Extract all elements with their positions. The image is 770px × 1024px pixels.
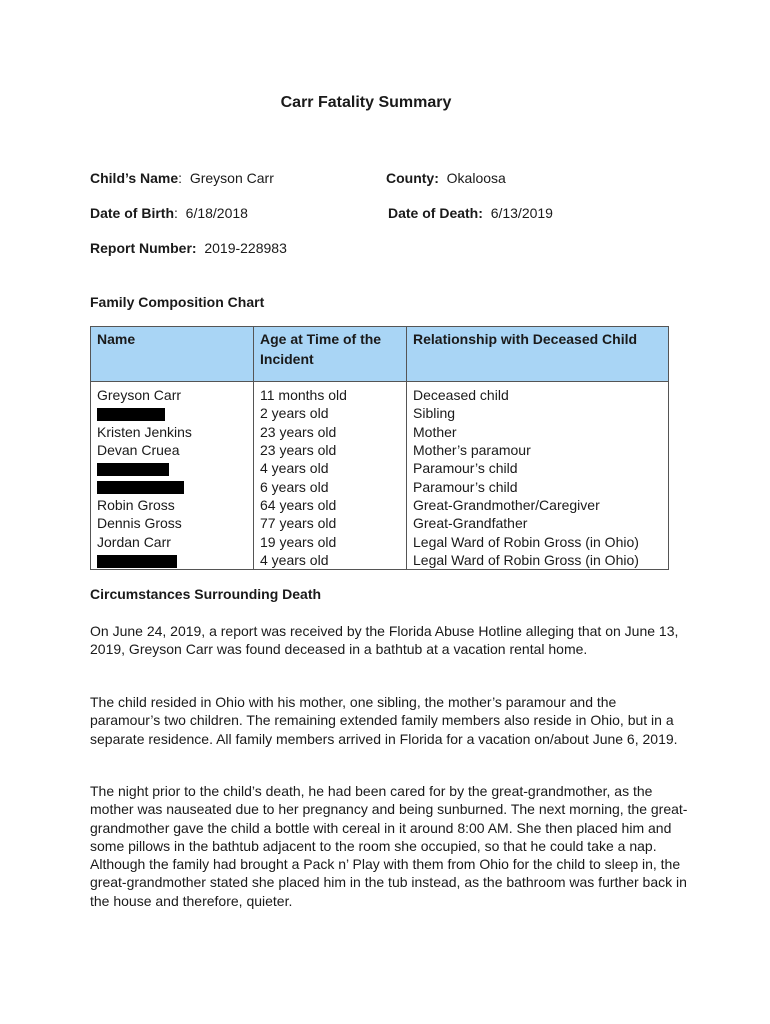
redaction-block — [97, 463, 169, 476]
cell-name — [91, 532, 254, 550]
column-header-relationship: Relationship with Deceased Child — [407, 327, 669, 382]
childs-name-value: Greyson Carr — [189, 170, 274, 186]
cell-name — [91, 459, 254, 477]
cell-relationship: Legal Ward of Robin Gross (in Ohio) — [407, 551, 669, 570]
table-row — [91, 496, 669, 514]
cell-relationship: Deceased child — [407, 386, 669, 404]
cell-relationship: Paramour’s child — [407, 477, 669, 495]
table-row — [91, 459, 669, 477]
cell-age: 23 years old — [254, 441, 407, 459]
cell-name — [91, 441, 254, 459]
column-header-name: Name — [91, 327, 254, 382]
cell-relationship: Great-Grandfather — [407, 514, 669, 532]
cell-name-text: Dennis Gross — [97, 515, 182, 532]
childs-name-label: Child’s Name — [90, 170, 179, 186]
table-row — [91, 386, 669, 404]
cell-relationship: Great-Grandmother/Caregiver — [407, 496, 669, 514]
paragraph: The night prior to the child’s death, he had been cared for by the great-grandmother, as the mother was nauseated due to her pregnancy and being sunburned. The next morning, the great-grandmother gave the child a bottle with cereal in it around 8:00 AM. She then placed him and some pillows in the bathtub adjacent to the room she occupied, so that he could take a nap. Although the family had brought a Pack n’ Play with them from Ohio for the child to sleep in, the great-grandmother stated she placed him in the tub instead, as the bathroom was further back in the house and therefore, quieter. — [90, 783, 688, 909]
dob-field: Date of Birth: 6/18/2018 — [90, 205, 248, 221]
county-value: Okaloosa — [446, 170, 506, 186]
cell-name-text: Devan Cruea — [97, 442, 180, 459]
table-row — [91, 477, 669, 495]
cell-age: 2 years old — [254, 404, 407, 422]
cell-age: 11 months old — [254, 386, 407, 404]
table-row — [91, 441, 669, 459]
cell-name — [91, 496, 254, 514]
dob-value: 6/18/2018 — [185, 205, 248, 221]
cell-relationship: Mother’s paramour — [407, 441, 669, 459]
circumstances-heading: Circumstances Surrounding Death — [90, 586, 322, 602]
cell-age: 77 years old — [254, 514, 407, 532]
cell-age: 6 years old — [254, 477, 407, 495]
dod-label: Date of Death: — [388, 205, 483, 221]
cell-name — [91, 514, 254, 532]
cell-relationship: Paramour’s child — [407, 459, 669, 477]
dod-value: 6/13/2019 — [490, 205, 553, 221]
table-header-row — [91, 327, 669, 382]
report-number-label: Report Number: — [90, 240, 197, 256]
cell-name-text: Greyson Carr — [97, 387, 182, 404]
redaction-block — [97, 408, 165, 421]
cell-relationship: Legal Ward of Robin Gross (in Ohio) — [407, 532, 669, 550]
cell-age: 4 years old — [254, 459, 407, 477]
paragraph: The child resided in Ohio with his mother, one sibling, the mother’s paramour and the paramour’s two children. The remaining extended family members also reside in Ohio, but in a separate residence. All family members arrived in Florida for a vacation on/about June 6, 2019. — [90, 694, 678, 747]
family-chart-heading: Family Composition Chart — [90, 294, 265, 310]
cell-name-text: Kristen Jenkins — [97, 423, 192, 440]
county-label: County: — [386, 170, 439, 186]
cell-name — [91, 477, 254, 495]
table-row — [91, 551, 669, 570]
redaction-block — [97, 555, 177, 568]
county-field — [386, 170, 506, 186]
childs-name-field: Child’s Name: Greyson Carr — [90, 170, 274, 186]
family-composition-table — [90, 326, 669, 570]
cell-name — [91, 404, 254, 422]
document-title: Carr Fatality Summary — [280, 94, 452, 111]
report-number-value: 2019-228983 — [204, 240, 287, 256]
table-row — [91, 514, 669, 532]
cell-name — [91, 423, 254, 441]
cell-age: 23 years old — [254, 423, 407, 441]
table-row — [91, 423, 669, 441]
table-row — [91, 404, 669, 422]
paragraph: On June 24, 2019, a report was received by the Florida Abuse Hotline alleging that on June 13, 2019, Greyson Carr was found deceased in a bathtub at a vacation rental home. — [90, 623, 679, 658]
cell-relationship: Sibling — [407, 404, 669, 422]
dob-label: Date of Birth — [90, 205, 174, 221]
report-number-field — [90, 240, 287, 256]
cell-name-text: Robin Gross — [97, 496, 175, 513]
cell-name-text: Jordan Carr — [97, 533, 171, 550]
dod-field — [388, 205, 553, 221]
cell-name — [91, 551, 254, 570]
cell-name — [91, 386, 254, 404]
cell-age: 64 years old — [254, 496, 407, 514]
cell-relationship: Mother — [407, 423, 669, 441]
cell-age: 4 years old — [254, 551, 407, 570]
table-row — [91, 532, 669, 550]
cell-age: 19 years old — [254, 532, 407, 550]
column-header-age: Age at Time of the Incident — [254, 327, 407, 382]
redaction-block — [97, 481, 184, 494]
